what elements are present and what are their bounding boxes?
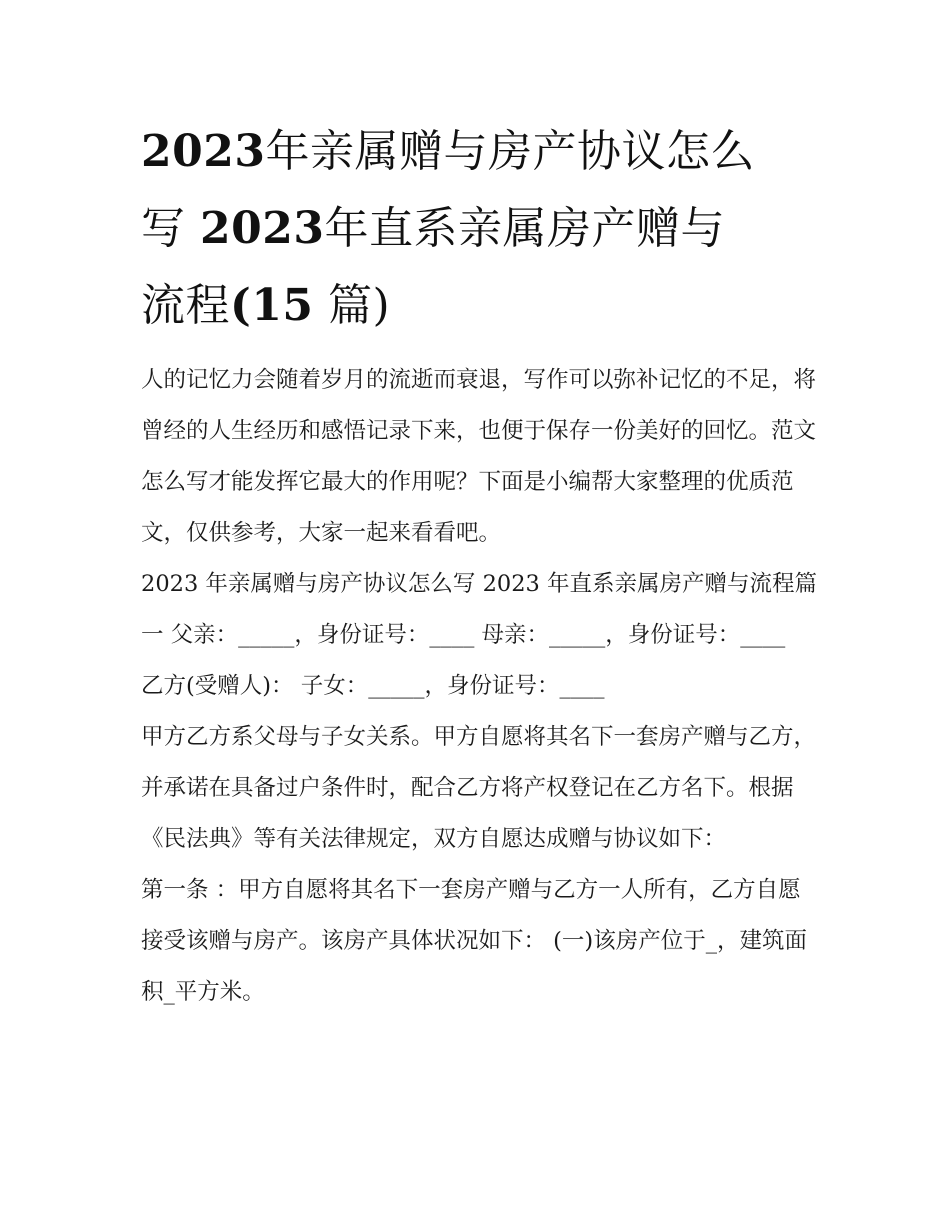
title-count: (15 [230, 280, 314, 331]
title-text-2b: 年直系亲属房产赠与 [324, 203, 725, 254]
party-b-paragraph: 乙方(受赠人)： 子女：_____，身份证号：____ [141, 673, 605, 699]
title-line-1 [141, 126, 755, 177]
title-year-2: 2023 [200, 203, 325, 254]
article-one-paragraph: 第一条 ：甲方自愿将其名下一套房产赠与乙方一人所有，乙方自愿接受该赠与房产。该房产具体状况如下： (一)该房产位于_，建筑面积_平方米。 [141, 877, 807, 1005]
title-text-3a: 流程 [141, 280, 230, 331]
section-heading-paragraph: 2023 年亲属赠与房产协议怎么写 2023 年直系亲属房产赠与流程篇一 父亲：_____，身份证号：____ 母亲：_____，身份证号：____ [141, 571, 817, 648]
title-text-3b: 篇) [328, 280, 391, 331]
intro-paragraph: 人的记忆力会随着岁月的流逝而衰退，写作可以弥补记忆的不足，将曾经的人生经历和感悟记录下来，也便于保存一份美好的回忆。范文怎么写才能发挥它最大的作用呢？下面是小编帮大家整理的优质范文，仅供参考，大家一起来看看吧。 [141, 367, 817, 546]
title-line-2 [141, 203, 725, 254]
document-title [141, 113, 821, 344]
relationship-paragraph: 甲方乙方系父母与子女关系。甲方自愿将其名下一套房产赠与乙方，并承诺在具备过户条件时，配合乙方将产权登记在乙方名下。根据《民法典》等有关法律规定，双方自愿达成赠与协议如下： [141, 724, 817, 852]
title-line-3 [141, 280, 390, 331]
title-text-2a: 写 [141, 203, 186, 254]
title-year-1: 2023 [141, 126, 266, 177]
title-text-1: 年亲属赠与房产协议怎么 [265, 126, 755, 177]
document-body [141, 355, 821, 1018]
